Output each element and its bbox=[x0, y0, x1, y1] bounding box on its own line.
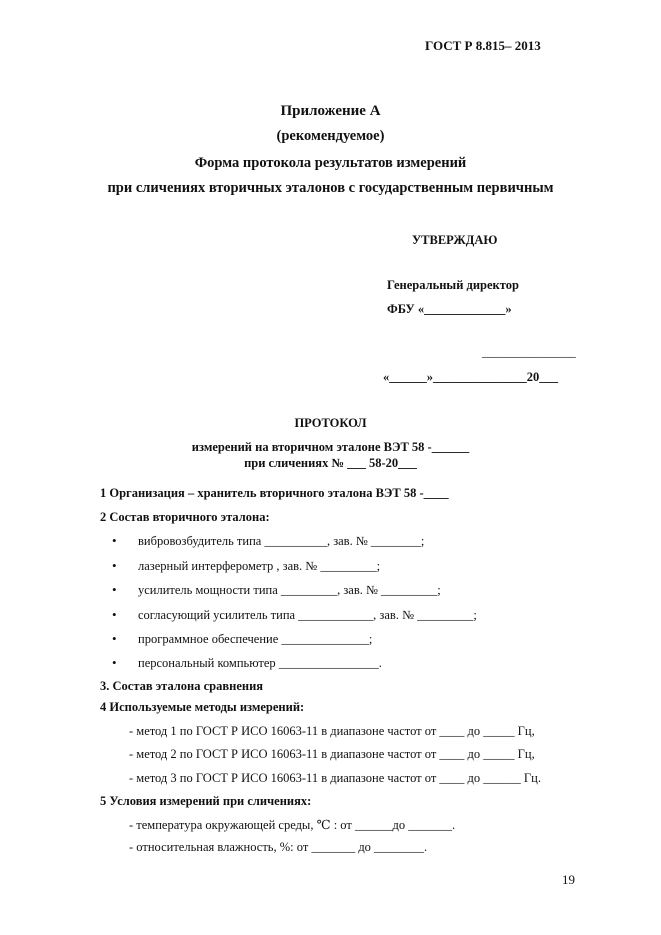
list-item bbox=[116, 656, 382, 671]
appendix-type: (рекомендуемое) bbox=[276, 128, 385, 144]
protocol-subtitle-1: измерений на вторичном эталоне ВЭТ 58 -______ bbox=[191, 440, 470, 454]
list-item bbox=[116, 583, 441, 598]
method-line: - метод 1 по ГОСТ Р ИСО 16063-11 в диапазоне частот от ____ до _____ Гц, bbox=[129, 724, 535, 738]
list-item-text: лазерный интерферометр , зав. № _________; bbox=[138, 559, 381, 573]
list-item bbox=[116, 534, 424, 549]
condition-line: - относительная влажность, %: от _______ до ________. bbox=[129, 840, 428, 854]
method-line: - метод 3 по ГОСТ Р ИСО 16063-11 в диапазоне частот от ____ до ______ Гц. bbox=[129, 771, 541, 785]
list-item-text: персональный компьютер ________________. bbox=[138, 656, 382, 670]
list-item bbox=[116, 632, 372, 647]
protocol-title: ПРОТОКОЛ bbox=[294, 416, 367, 430]
list-item bbox=[116, 608, 477, 623]
appendix-heading-line-1: Форма протокола результатов измерений bbox=[194, 155, 467, 171]
section-5-conditions: 5 Условия измерений при сличениях: bbox=[100, 794, 312, 808]
protocol-subtitle-2: при сличениях № ___ 58-20___ bbox=[244, 456, 417, 470]
approval-date-line: «______»_______________20___ bbox=[383, 370, 558, 384]
approval-heading: УТВЕРЖДАЮ bbox=[412, 233, 498, 247]
list-item bbox=[116, 559, 380, 574]
standard-designation: ГОСТ Р 8.815– 2013 bbox=[425, 38, 541, 53]
appendix-heading-line-2: при сличениях вторичных эталонов с государственным первичным bbox=[107, 180, 554, 196]
condition-line: - температура окружающей среды, ℃ : от ______до _______. bbox=[129, 818, 456, 832]
list-item-text: усилитель мощности типа _________, зав. № _________; bbox=[138, 583, 441, 597]
section-3-reference-standard: 3. Состав эталона сравнения bbox=[100, 679, 264, 693]
section-4-methods: 4 Используемые методы измерений: bbox=[100, 700, 305, 714]
section-1-organization: 1 Организация – хранитель вторичного эталона ВЭТ 58 -____ bbox=[100, 486, 449, 500]
appendix-title: Приложение А bbox=[280, 103, 381, 119]
section-2-composition: 2 Состав вторичного эталона: bbox=[100, 510, 270, 524]
page-number: 19 bbox=[562, 872, 575, 887]
approval-position: Генеральный директор bbox=[387, 278, 519, 292]
list-item-text: вибровозбудитель типа __________, зав. № ________; bbox=[138, 534, 425, 548]
list-item-text: согласующий усилитель типа ____________, зав. № _________; bbox=[138, 608, 477, 622]
method-line: - метод 2 по ГОСТ Р ИСО 16063-11 в диапазоне частот от ____ до _____ Гц, bbox=[129, 747, 535, 761]
approval-organization: ФБУ «_____________» bbox=[387, 302, 512, 316]
approval-signature-line: _______________ bbox=[482, 345, 576, 359]
list-item-text: программное обеспечение ______________; bbox=[138, 632, 373, 646]
